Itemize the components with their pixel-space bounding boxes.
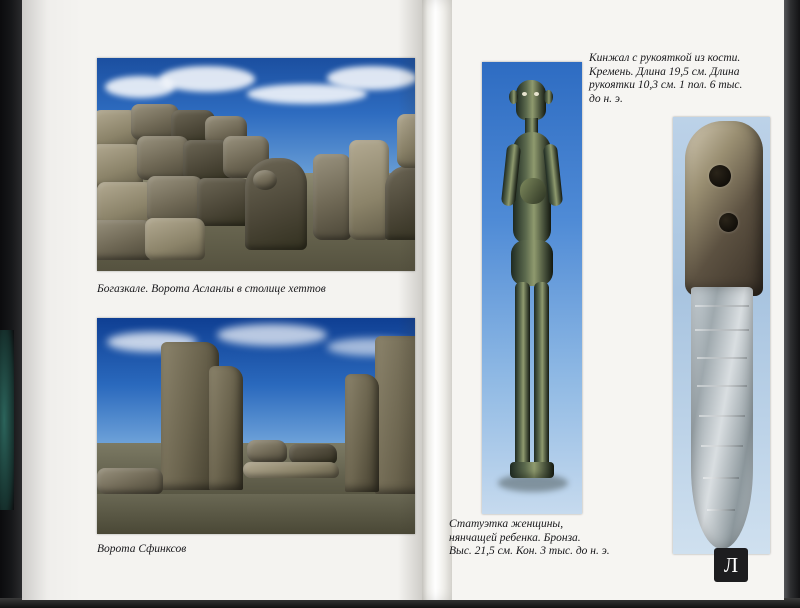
figure-bogazkale-photo [97, 58, 415, 271]
ground-foreground [97, 494, 415, 534]
figurine-shadow [498, 474, 568, 492]
figurine-head [516, 80, 546, 120]
stone-block [147, 176, 203, 224]
caption-line: рукоятки 10,3 см. 1 пол. 6 тыс. [589, 79, 743, 91]
figurine-eye [534, 92, 539, 96]
blade-flake [697, 357, 747, 359]
ruin-block [289, 444, 337, 464]
publisher-logo-badge: Л [714, 548, 748, 582]
lion-sculpture-left [245, 158, 307, 250]
caption-flint-dagger [589, 52, 769, 106]
caption-line: Кремень. Длина 19,5 см. Длина [589, 65, 740, 78]
book-gutter [422, 0, 452, 600]
gate-pillar [349, 140, 389, 240]
gate-pillar [313, 154, 351, 240]
sphinx-pillar-left-back [209, 366, 243, 490]
stone-block [197, 178, 251, 226]
blade-flake [701, 445, 743, 447]
figurine-child [520, 178, 546, 204]
caption-line: до н. э. [589, 92, 623, 105]
blade-flake [697, 385, 747, 387]
lion-head-detail [253, 170, 277, 190]
left-page [22, 0, 422, 600]
open-book [22, 0, 784, 600]
blade-flake [707, 509, 735, 511]
caption-figurine [449, 518, 659, 559]
scanner-right-edge [784, 0, 800, 608]
ruin-block [97, 468, 163, 494]
blade-flake [699, 415, 745, 417]
caption-line: Статуэтка женщины, [449, 518, 564, 530]
caption-line: нянчащей ребенка. Бронза. [449, 531, 581, 544]
caption-line: Выс. 21,5 см. Кон. 3 тыс. до н. э. [449, 545, 610, 557]
blade-flake [695, 305, 749, 307]
figure-figurine-photo [482, 62, 582, 514]
handle-hole [719, 213, 738, 232]
figurine-hips [511, 240, 553, 286]
ruin-block [243, 462, 339, 478]
caption-line: Кинжал с рукояткой из кости. [589, 52, 741, 64]
scanner-left-edge [0, 0, 22, 608]
dagger-flint-blade [691, 287, 753, 549]
ruin-block [247, 440, 287, 462]
figurine-leg-left [515, 282, 530, 470]
figurine-eye [522, 92, 527, 96]
cloud [159, 66, 255, 92]
figurine-leg-right [534, 282, 549, 470]
dagger-bone-handle [685, 121, 763, 296]
figure-flint-dagger-photo [673, 117, 770, 554]
book-gutter-shadow [398, 0, 424, 600]
caption-sphinx-gate: Ворота Сфинксов [97, 543, 187, 555]
stone-block [145, 218, 205, 260]
caption-bogazkale: Богазкале. Ворота Асланлы в столице хеттов [97, 283, 326, 295]
figure-sphinx-gate-photo [97, 318, 415, 534]
blade-flake [695, 329, 749, 331]
figurine-ear [544, 90, 553, 104]
stone-block [137, 136, 189, 180]
cloud [217, 324, 327, 346]
figurine-ear [509, 90, 518, 104]
blade-flake [703, 477, 739, 479]
handle-hole [709, 165, 731, 187]
sphinx-pillar-right-back [345, 374, 379, 492]
scanner-teal-glow [0, 330, 14, 510]
